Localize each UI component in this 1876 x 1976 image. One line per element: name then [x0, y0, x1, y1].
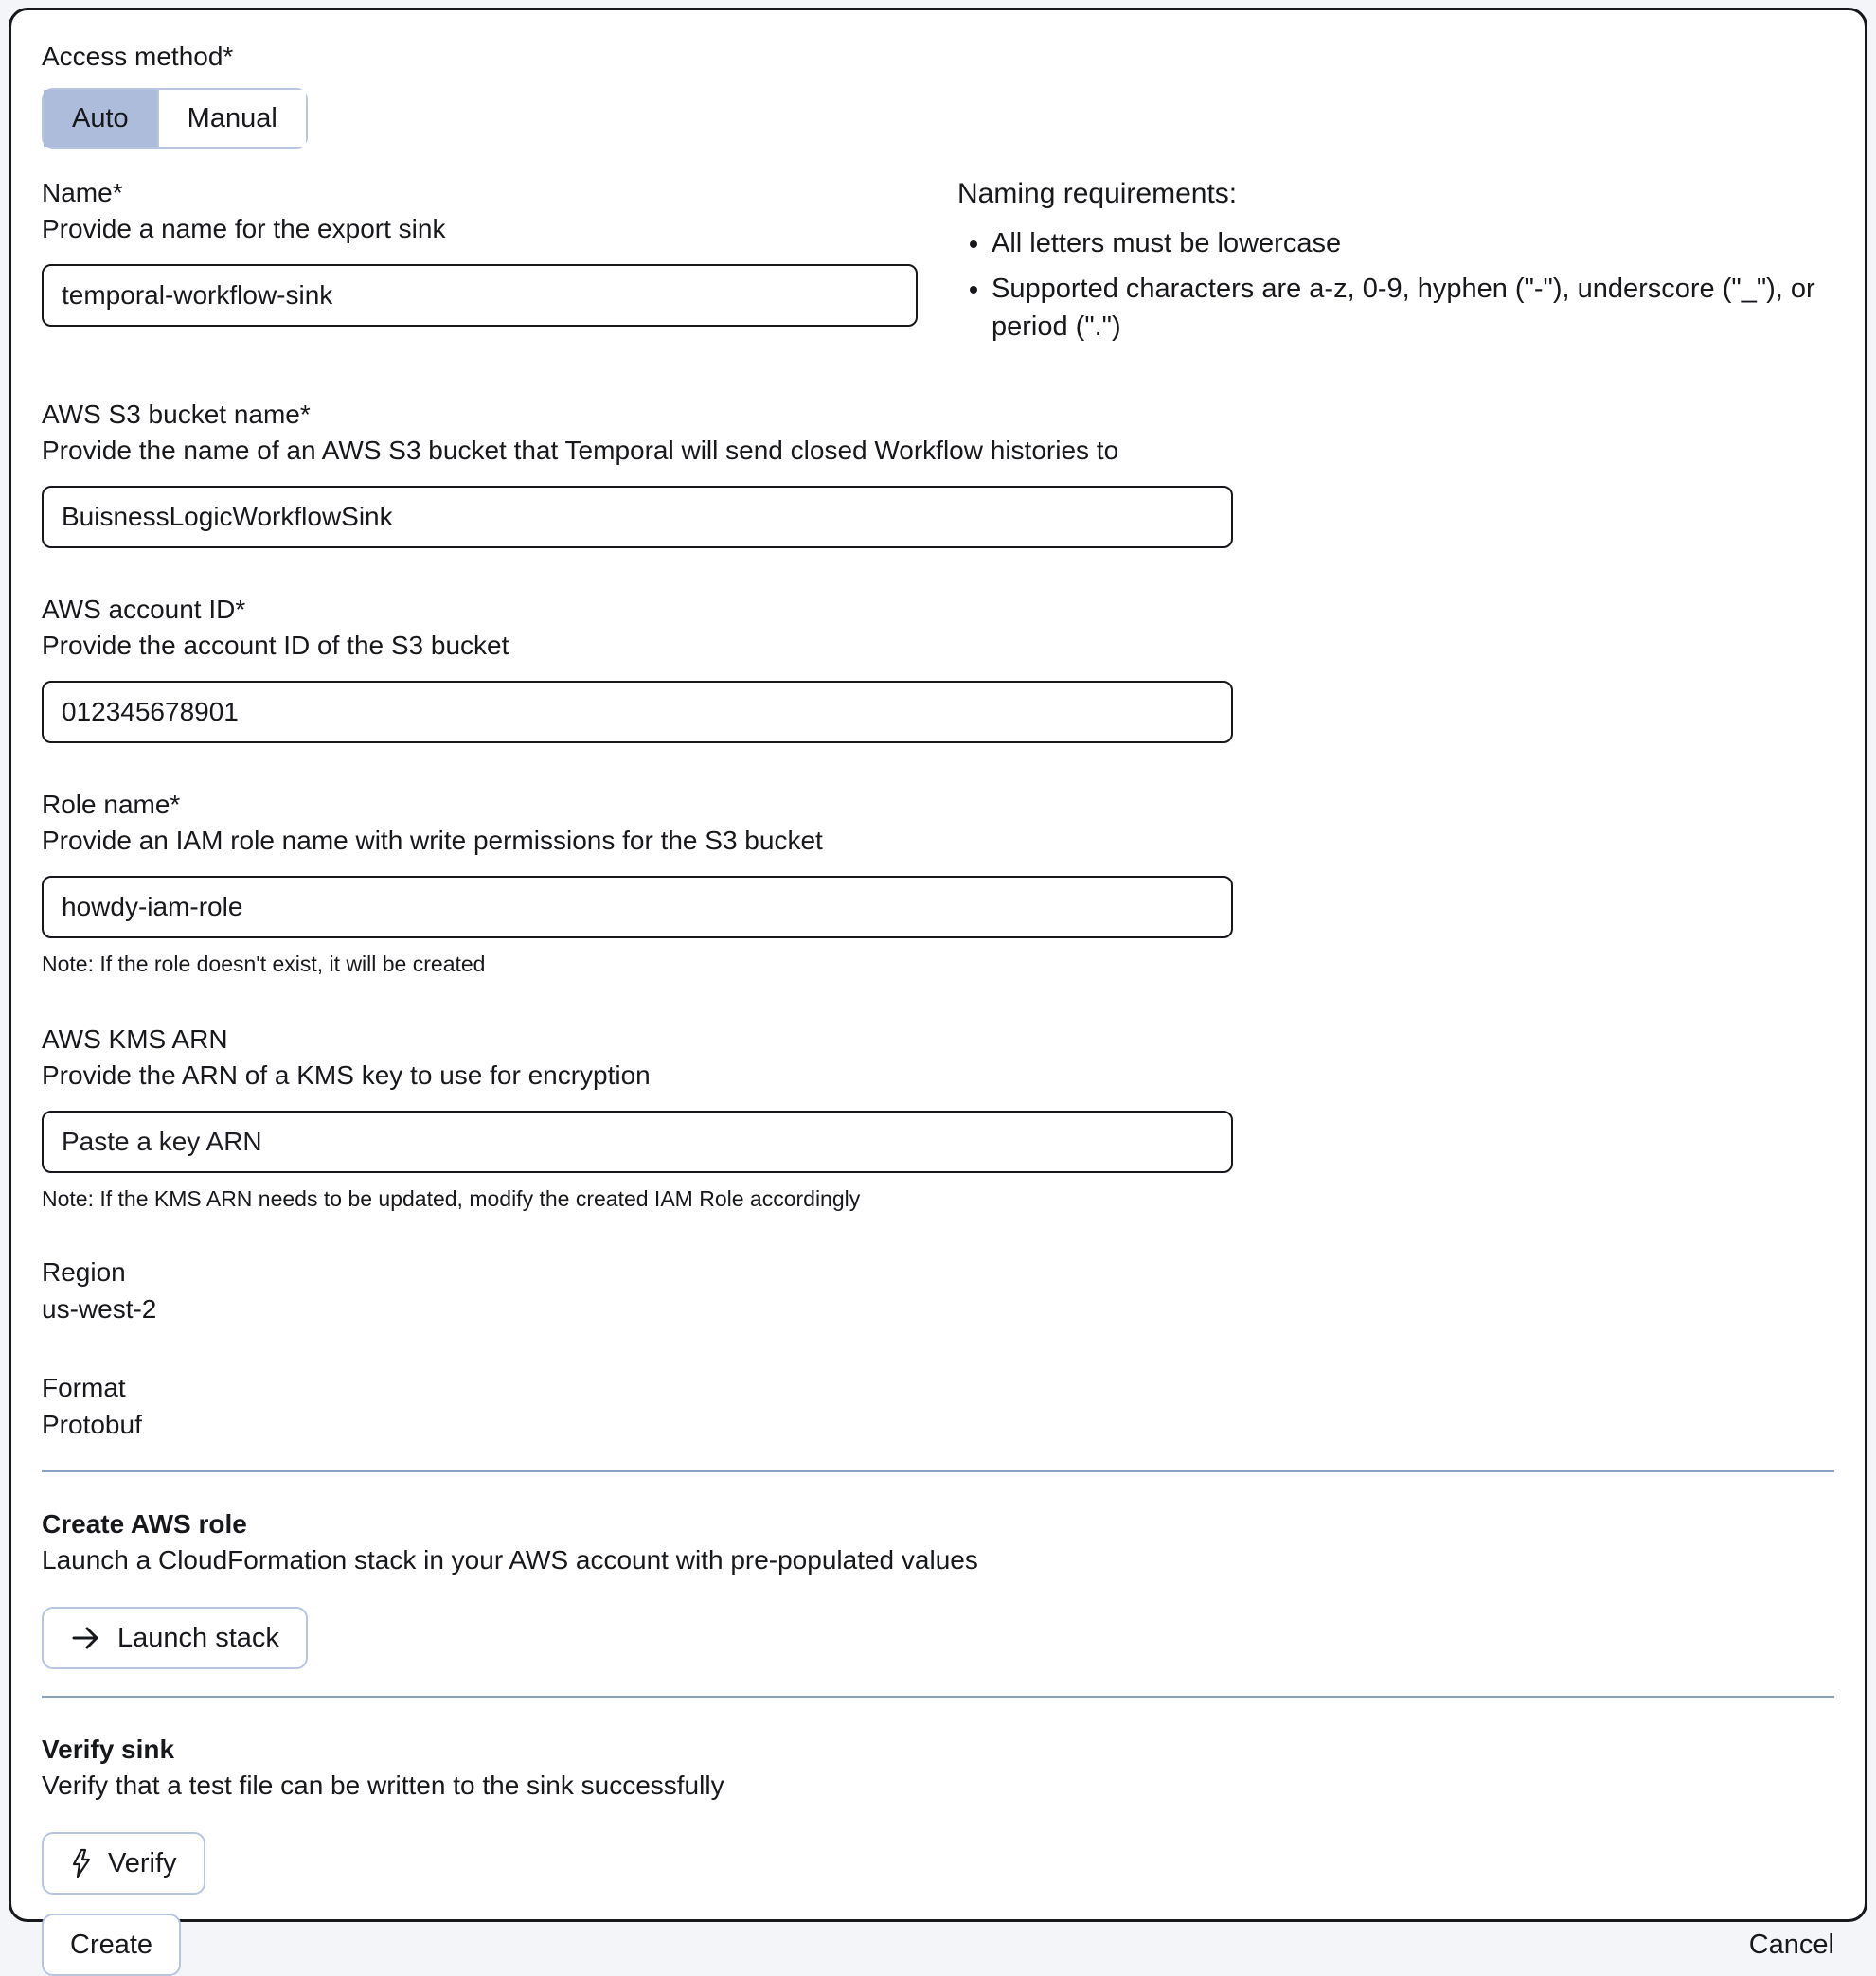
kms-arn-field: [42, 1022, 1834, 1213]
name-description: Provide a name for the export sink: [42, 214, 446, 243]
name-input[interactable]: [42, 264, 918, 327]
kms-arn-label: AWS KMS ARN: [42, 1024, 228, 1054]
role-name-description: Provide an IAM role name with write permissions for the S3 bucket: [42, 826, 823, 855]
verify-sink-section: [42, 1732, 1834, 1895]
account-id-field: [42, 592, 1834, 743]
verify-sink-title: Verify sink: [42, 1735, 175, 1764]
cancel-button[interactable]: Cancel: [1748, 1929, 1834, 1960]
account-id-label: AWS account ID*: [42, 595, 246, 624]
naming-requirements-title: Naming requirements:: [957, 178, 1238, 209]
arrow-right-icon: [70, 1624, 102, 1652]
verify-sink-description: Verify that a test file can be written to the sink successfully: [42, 1771, 724, 1800]
kms-arn-note: Note: If the KMS ARN needs to be updated, modify the created IAM Role accordingly: [42, 1186, 861, 1211]
s3-bucket-field: [42, 397, 1834, 548]
launch-stack-button[interactable]: [42, 1607, 308, 1669]
format-field: [42, 1370, 1834, 1444]
form-footer: [42, 1895, 1834, 1976]
create-aws-role-section: [42, 1506, 1834, 1669]
create-button[interactable]: [42, 1914, 181, 1976]
launch-stack-button-label: Launch stack: [117, 1623, 279, 1653]
name-label: Name*: [42, 178, 123, 207]
verify-button-label: Verify: [108, 1848, 177, 1878]
export-sink-form-card: [9, 8, 1867, 1960]
name-row: [42, 175, 1834, 353]
create-button-label: Create: [70, 1930, 153, 1960]
access-method-toggle: [42, 88, 308, 149]
format-value: Protobuf: [42, 1410, 142, 1439]
create-aws-role-description: Launch a CloudFormation stack in your AWS account with pre-populated values: [42, 1545, 978, 1575]
naming-requirement-item: • Supported characters are a-z, 0-9, hyphen ("-"), underscore ("_"), or period ("."): [992, 270, 1819, 346]
s3-bucket-description: Provide the name of an AWS S3 bucket that Temporal will send closed Workflow histories to: [42, 436, 1119, 465]
create-aws-role-title: Create AWS role: [42, 1509, 247, 1539]
naming-requirements: [957, 175, 1819, 353]
s3-bucket-input[interactable]: [42, 486, 1233, 548]
account-id-input[interactable]: [42, 681, 1233, 743]
role-name-field: [42, 787, 1834, 978]
naming-requirement-item: • All letters must be lowercase: [992, 224, 1819, 262]
section-divider: [42, 1696, 1834, 1698]
account-id-description: Provide the account ID of the S3 bucket: [42, 631, 509, 660]
kms-arn-input[interactable]: [42, 1111, 1233, 1173]
region-value: us-west-2: [42, 1294, 157, 1324]
role-name-label: Role name*: [42, 790, 181, 819]
s3-bucket-label: AWS S3 bucket name*: [42, 400, 311, 429]
region-field: [42, 1255, 1834, 1328]
kms-arn-description: Provide the ARN of a KMS key to use for encryption: [42, 1060, 651, 1090]
naming-requirements-list: [957, 224, 1819, 346]
region-label: Region: [42, 1257, 126, 1287]
lightning-icon: [70, 1848, 93, 1878]
access-method-option-manual[interactable]: Manual: [157, 90, 306, 147]
role-name-note: Note: If the role doesn't exist, it will be created: [42, 952, 486, 976]
role-name-input[interactable]: [42, 876, 1233, 938]
name-field: [42, 175, 918, 327]
access-method-option-auto[interactable]: Auto: [44, 90, 157, 147]
access-method-field: [42, 39, 1834, 149]
access-method-label: Access method*: [42, 42, 234, 71]
format-label: Format: [42, 1373, 126, 1402]
section-divider: [42, 1470, 1834, 1472]
verify-button[interactable]: [42, 1832, 205, 1895]
